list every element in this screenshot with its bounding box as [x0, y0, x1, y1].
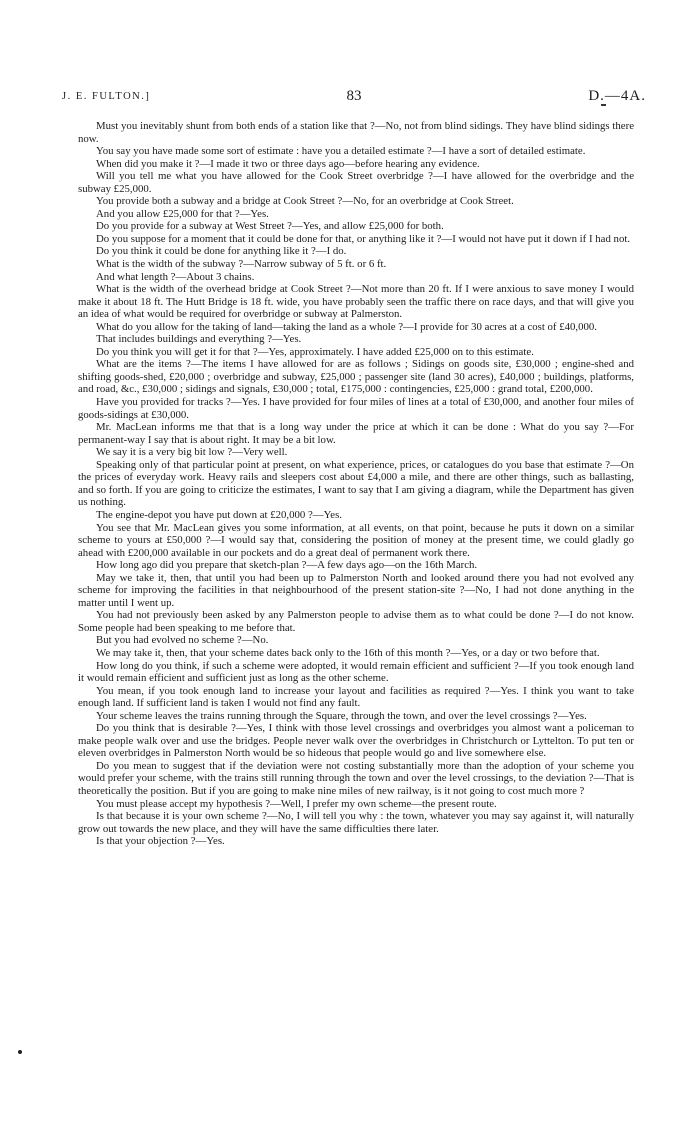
paragraph: And what length ?—About 3 chains.: [96, 270, 255, 283]
paragraph: What are the items ?—The items I have allowed for are as follows ; Sidings on goods site, £30,000 ; engine-shed and shifting goods-shed, £20,000 ; overbridge and subway, £25,000 ; passenger site (land 30 acres), £40,000 ; buildings, platforms, and road, &c., £30,000 ; sidings and signals, £30,000 ; total, £175,000 : contingencies, £25,000 : grand total, £200,000.: [78, 358, 634, 396]
paragraph: What is the width of the subway ?—Narrow subway of 5 ft. or 6 ft.: [96, 258, 387, 271]
paragraph: Must you inevitably shunt from both ends of a station like that ?—No, not from blind sidings. They have blind sidings there now.: [78, 120, 634, 145]
paragraph: You mean, if you took enough land to increase your layout and facilities as required ?—Yes. I think you want to take enough land. If sufficient land is taken I would not find any fault.: [78, 684, 634, 710]
paragraph: Have you provided for tracks ?—Yes. I have provided for four miles of lines at a total of £30,000, and another four miles of goods-sidings at £30,000.: [78, 396, 634, 421]
testimony-body: [78, 120, 634, 848]
paragraph: How long ago did you prepare that sketch-plan ?—A few days ago—on the 16th March.: [96, 559, 478, 572]
paragraph: We say it is a very big bit low ?—Very well.: [96, 446, 288, 459]
paragraph: You say you have made some sort of estimate : have you a detailed estimate ?—I have a sort of detailed estimate.: [96, 145, 586, 158]
paragraph: When did you make it ?—I made it two or three days ago—before hearing any evidence.: [96, 157, 480, 170]
paragraph: Do you provide for a subway at West Street ?—Yes, and allow £25,000 for both.: [96, 220, 444, 233]
paragraph: Speaking only of that particular point at present, on what experience, prices, or catalogues do you base that estimate ?—On the prices of everyday work. Heavy rails and sleepers cost about £4,000 a mile, and there are other things, such as ballasting, and so forth. If you are going to criticize the estimates, I want to say that I am giving a diagram, while the Department has given us nothing.: [78, 458, 634, 509]
paragraph: Do you think it could be done for anything like it ?—I do.: [96, 245, 347, 258]
paragraph: Is that because it is your own scheme ?—No, I will tell you why : the town, whatever you may say against it, will naturally grow out towards the new place, and they will have the same difficulties there later.: [78, 810, 634, 835]
margin-mark: [18, 1050, 22, 1054]
paragraph: Is that your objection ?—Yes.: [96, 835, 225, 848]
paragraph: But you had evolved no scheme ?—No.: [96, 634, 269, 647]
page-number: 83: [346, 88, 362, 104]
paragraph: We may take it, then, that your scheme dates back only to the 16th of this month ?—Yes, or a day or two before that.: [96, 646, 600, 659]
margin-mark: [601, 104, 606, 106]
paragraph: Mr. MacLean informs me that that is a long way under the price at which it can be done : What do you say ?—For permanent-way I say that is about right. It may be a bit low.: [78, 421, 634, 446]
paragraph: You must please accept my hypothesis ?—Well, I prefer my own scheme—the present route.: [96, 797, 497, 810]
paragraph: How long do you think, if such a scheme were adopted, it would remain efficient and sufficient ?—If you took enough land it would remain efficient and sufficient just as long as the other scheme.: [78, 659, 634, 685]
paragraph: You provide both a subway and a bridge at Cook Street ?—No, for an overbridge at Cook Street.: [96, 195, 514, 208]
paragraph: Do you mean to suggest that if the deviation were not costing substantially more than the adoption of your scheme you would prefer your scheme, with the trains still running through the town and over the level crossings, to the deviation ?—That is theoretically the position. But if you are going to make nine miles of new railway, is it not going to cost much more ?: [78, 759, 634, 797]
paragraph: You had not previously been asked by any Palmerston people to advise them as to what could be done ?—I do not know. Some people had been speaking to me before that.: [78, 609, 634, 634]
paragraph: Do you think you will get it for that ?—Yes, approximately. I have added £25,000 on to this estimate.: [96, 345, 534, 358]
paragraph: Will you tell me what you have allowed for the Cook Street overbridge ?—I have allowed for the overbridge and the subway £25,000.: [78, 170, 634, 195]
paragraph: And you allow £25,000 for that ?—Yes.: [96, 207, 269, 220]
paragraph: Do you suppose for a moment that it could be done for that, or anything like it ?—I would not have put it down if I had not.: [96, 232, 631, 245]
witness-name: J. E. FULTON.]: [62, 91, 151, 102]
paragraph: That includes buildings and everything ?—Yes.: [96, 333, 302, 346]
paragraph: You see that Mr. MacLean gives you some information, at all events, on that point, because he puts it down on a similar scheme to yours at £50,000 ?—I would say that, considering the position of money at the present time, we could gladly go ahead with £200,000 available in our pockets and do a great deal of permanent work there.: [78, 521, 634, 559]
document-reference: D.—4A.: [588, 88, 646, 104]
paragraph: What is the width of the overhead bridge at Cook Street ?—Not more than 20 ft. If I were anxious to save money I would make it about 18 ft. The Hutt Bridge is 18 ft. wide, you have probably seen the traffic there on race days, and that will give you an idea of what would be required for overbridge or subway at Palmerston.: [78, 283, 634, 321]
paragraph: May we take it, then, that until you had been up to Palmerston North and looked around there you had not evolved any scheme for improving the facilities in that neighbourhood of the present station-site ?—No, I had not done anything in the matter until I went up.: [78, 571, 634, 609]
paragraph: The engine-depot you have put down at £20,000 ?—Yes.: [96, 508, 342, 521]
paragraph: Your scheme leaves the trains running through the Square, through the town, and over the level crossings ?—Yes.: [96, 709, 587, 722]
page-header: [62, 88, 646, 108]
paragraph: Do you think that is desirable ?—Yes, I think with those level crossings and overbridges you almost want a policeman to make people walk over and use the bridges. People never walk over the overbridges in Christchurch or Lyttelton. To put ten or eleven overbridges in Palmerston North would be so hideous that people would go and live somewhere else.: [78, 722, 634, 760]
paragraph: What do you allow for the taking of land—taking the land as a whole ?—I provide for 30 acres at a cost of £40,000.: [96, 320, 598, 333]
